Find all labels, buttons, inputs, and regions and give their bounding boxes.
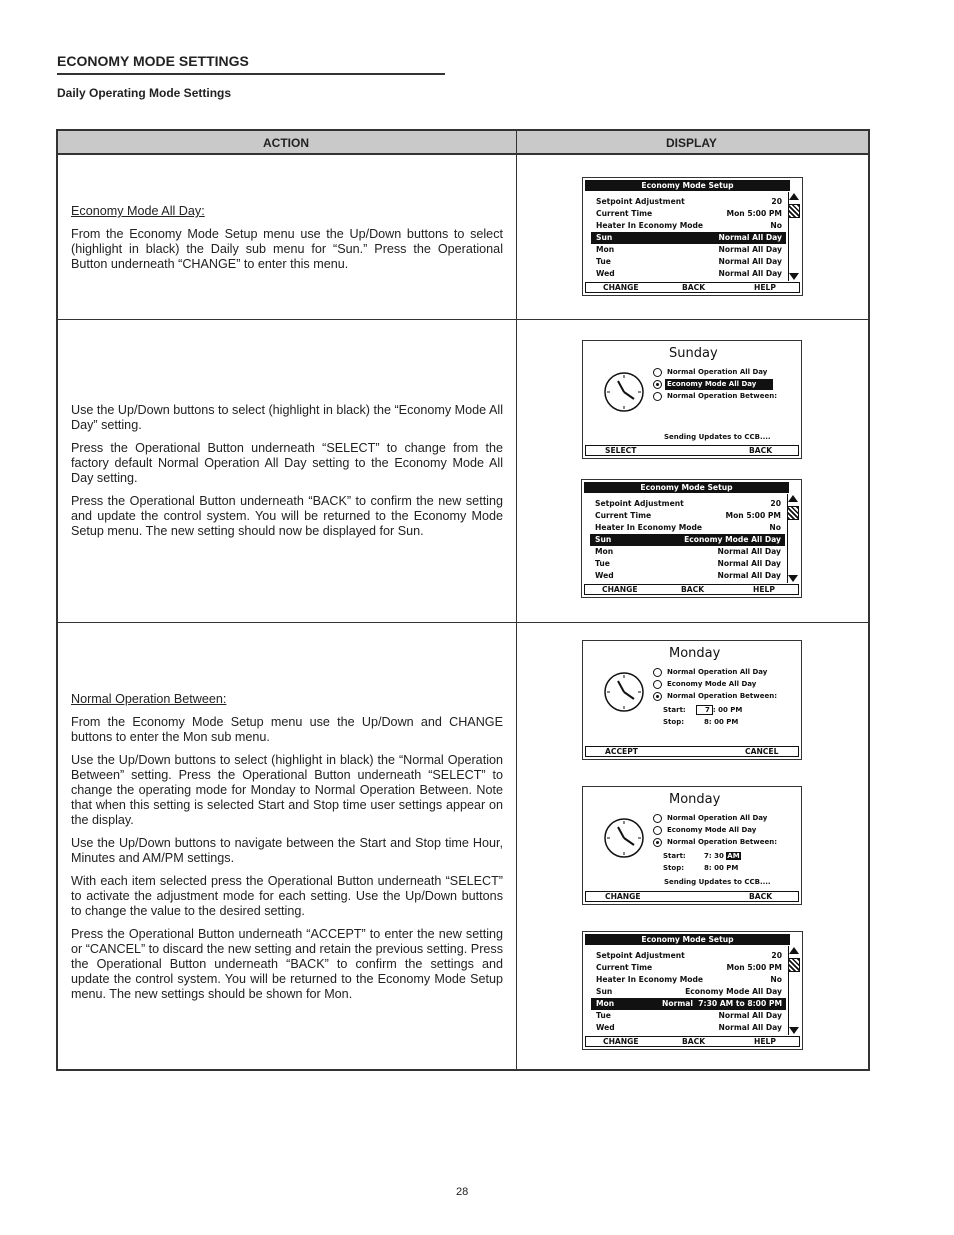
start-hour-field[interactable]: 7 xyxy=(696,705,713,715)
lcd-row-label: Mon xyxy=(596,245,615,254)
softkey-back[interactable]: BACK xyxy=(749,446,773,455)
option-label: Normal Operation All Day xyxy=(667,814,768,822)
lcd-row-label: Setpoint Adjustment xyxy=(596,951,685,960)
softkey-help[interactable]: HELP xyxy=(754,283,776,292)
lcd-status: Sending Updates to CCB.... xyxy=(664,878,771,886)
lcd-day-title: Monday xyxy=(669,792,721,807)
softkey-back[interactable]: BACK xyxy=(682,1037,706,1046)
lcd-row-value: Normal All Day xyxy=(718,257,782,266)
lcd-row[interactable] xyxy=(591,950,786,962)
lcd-row-label: Setpoint Adjustment xyxy=(596,197,685,206)
lcd-row-value: 20 xyxy=(770,499,781,508)
scroll-down-arrow-icon[interactable] xyxy=(789,273,799,280)
lcd-row-label: Current Time xyxy=(596,963,653,972)
lcd-row-value: 20 xyxy=(771,951,782,960)
softkey-change[interactable]: CHANGE xyxy=(603,1037,639,1046)
radio-icon xyxy=(653,814,662,823)
softkey-accept[interactable]: ACCEPT xyxy=(605,747,638,756)
row1-action-text xyxy=(71,204,503,280)
lcd-row[interactable] xyxy=(591,208,786,220)
option-label: Normal Operation All Day xyxy=(667,668,768,676)
lcd-economy-setup-2 xyxy=(581,479,802,598)
lcd-row-value: Normal 7:30 AM to 8:00 PM xyxy=(662,999,782,1008)
row-divider xyxy=(58,622,868,623)
row1-title: Economy Mode All Day: xyxy=(71,204,205,218)
col-action-header: ACTION xyxy=(263,136,309,150)
softkey-back[interactable]: BACK xyxy=(749,892,773,901)
row2-paragraph-3: Press the Operational Button underneath “BACK” to confirm the new setting and update the control system. You will be returned to the Economy Mode Setup menu. The new setting should now be displayed for Sun. xyxy=(71,494,503,538)
row3-title: Normal Operation Between: xyxy=(71,692,227,706)
softkey-help[interactable]: HELP xyxy=(753,585,775,594)
start-time-rest: : 00 PM xyxy=(712,706,743,714)
lcd-status: Sending Updates to CCB.... xyxy=(664,433,771,441)
lcd-scrollbar[interactable] xyxy=(787,494,799,583)
lcd-row[interactable] xyxy=(591,1022,786,1034)
radio-selected-icon xyxy=(653,838,662,847)
clock-icon xyxy=(603,817,645,859)
option-label: Normal Operation Between: xyxy=(667,838,778,846)
radio-icon xyxy=(653,668,662,677)
lcd-row-value: No xyxy=(769,523,781,532)
radio-icon xyxy=(653,392,662,401)
lcd-row[interactable] xyxy=(590,498,785,510)
lcd-soft-keys xyxy=(585,891,799,902)
lcd-row-label: Current Time xyxy=(596,209,653,218)
lcd-soft-keys xyxy=(585,282,800,293)
lcd-row-value: Normal All Day xyxy=(718,245,782,254)
lcd-row-label: Heater In Economy Mode xyxy=(596,975,704,984)
scroll-thumb[interactable] xyxy=(788,204,800,218)
row3-paragraph-2: Use the Up/Down buttons to select (highlight in black) the “Normal Operation Between” setting. Press the Operational Button underneath “SELECT” to change the operating mode for Monday to Normal Operation Between. Note that when this setting is selected Start and Stop time user settings appear on the display. xyxy=(71,753,503,827)
lcd-row-label: Sun xyxy=(595,535,612,544)
lcd-row[interactable] xyxy=(591,962,786,974)
scroll-up-arrow-icon[interactable] xyxy=(789,947,799,954)
radio-icon xyxy=(653,680,662,689)
option-label: Economy Mode All Day xyxy=(665,379,773,390)
softkey-change[interactable]: CHANGE xyxy=(602,585,638,594)
lcd-row[interactable] xyxy=(590,570,785,582)
lcd-row[interactable] xyxy=(591,244,786,256)
scroll-thumb[interactable] xyxy=(787,506,799,520)
lcd-row-value: Economy Mode All Day xyxy=(684,535,781,544)
lcd-row[interactable] xyxy=(591,268,786,280)
lcd-row-label: Current Time xyxy=(595,511,652,520)
lcd-row-selected[interactable] xyxy=(591,998,786,1010)
lcd-row-value: No xyxy=(770,975,782,984)
lcd-row-value: Mon 5:00 PM xyxy=(726,963,782,972)
lcd-row[interactable] xyxy=(591,256,786,268)
lcd-row[interactable] xyxy=(590,546,785,558)
row3-paragraph-5: Press the Operational Button underneath “ACCEPT” to enter the new setting or “CANCEL” to discard the new setting and retain the previous setting. Press the Operational Button underneath “BACK” to confirm the settings and update the control system. You will be returned to the Economy Mode Setup menu. The new settings should be shown for Mon. xyxy=(71,927,503,1001)
option-label: Normal Operation Between: xyxy=(667,692,778,700)
row3-paragraph-4: With each item selected press the Operational Button underneath “SELECT” to activate the adjustment mode for each setting. Use the Up/Down buttons to change the value to the desired setting. xyxy=(71,874,503,918)
col-display-header: DISPLAY xyxy=(666,136,717,150)
subsection-heading: Daily Operating Mode Settings xyxy=(57,86,232,100)
lcd-row-label: Wed xyxy=(595,571,614,580)
lcd-row-value: 20 xyxy=(771,197,782,206)
lcd-title: Economy Mode Setup xyxy=(584,482,789,493)
start-label: Start: xyxy=(663,706,686,714)
lcd-row-label: Sun xyxy=(596,987,613,996)
softkey-cancel[interactable]: CANCEL xyxy=(745,747,779,756)
lcd-row[interactable] xyxy=(591,974,786,986)
lcd-row[interactable] xyxy=(590,558,785,570)
softkey-back[interactable]: BACK xyxy=(681,585,705,594)
lcd-soft-keys xyxy=(584,584,799,595)
lcd-sunday xyxy=(582,340,802,459)
lcd-row-label: Mon xyxy=(595,547,614,556)
lcd-row[interactable] xyxy=(590,522,785,534)
radio-icon xyxy=(653,368,662,377)
stop-label: Stop: xyxy=(663,864,685,872)
heading-rule xyxy=(57,73,445,75)
lcd-soft-keys xyxy=(585,746,799,757)
softkey-change[interactable]: CHANGE xyxy=(605,892,641,901)
lcd-row-label: Setpoint Adjustment xyxy=(595,499,684,508)
lcd-title: Economy Mode Setup xyxy=(585,180,790,191)
scroll-up-arrow-icon[interactable] xyxy=(789,193,799,200)
lcd-row[interactable] xyxy=(591,196,786,208)
row-divider xyxy=(58,319,868,320)
scroll-down-arrow-icon[interactable] xyxy=(788,575,798,582)
table-header xyxy=(58,131,868,155)
lcd-title: Economy Mode Setup xyxy=(585,934,790,945)
column-divider xyxy=(516,131,517,1069)
row2-paragraph-2: Press the Operational Button underneath “SELECT” to change from the factory default Normal Operation All Day setting to the Economy Mode All Day setting. xyxy=(71,441,503,485)
row2-paragraph-1: Use the Up/Down buttons to select (highlight in black) the “Economy Mode All Day” setting. xyxy=(71,403,503,432)
row3-paragraph-3: Use the Up/Down buttons to navigate between the Start and Stop time Hour, Minutes and AM/PM settings. xyxy=(71,836,503,865)
scroll-thumb[interactable] xyxy=(788,958,800,972)
page-number: 28 xyxy=(456,1186,469,1198)
lcd-row-label: Tue xyxy=(596,257,611,266)
lcd-row-value: Mon 5:00 PM xyxy=(725,511,781,520)
radio-selected-icon xyxy=(653,380,662,389)
lcd-monday-updated xyxy=(582,786,802,905)
start-ampm-field[interactable]: AM xyxy=(727,852,740,860)
section-heading: ECONOMY MODE SETTINGS xyxy=(57,53,249,69)
softkey-help[interactable]: HELP xyxy=(754,1037,776,1046)
clock-icon xyxy=(603,671,645,713)
row1-paragraph: From the Economy Mode Setup menu use the Up/Down buttons to select (highlight in black) the Daily sub menu for “Sun.” Press the Operational Button underneath “CHANGE” to enter this menu. xyxy=(71,227,503,271)
lcd-row-label: Wed xyxy=(596,269,615,278)
softkey-back[interactable]: BACK xyxy=(682,283,706,292)
lcd-day-title: Sunday xyxy=(669,346,718,361)
lcd-monday-edit xyxy=(582,640,802,760)
start-time[interactable] xyxy=(696,706,742,714)
lcd-economy-setup-3 xyxy=(582,931,803,1050)
row2-action-text xyxy=(71,403,503,547)
lcd-row[interactable] xyxy=(591,220,786,232)
lcd-row-label: Tue xyxy=(595,559,610,568)
lcd-row-value: Normal All Day xyxy=(718,269,782,278)
lcd-row-label: Heater In Economy Mode xyxy=(596,221,704,230)
start-time[interactable] xyxy=(704,852,741,860)
lcd-row-label: Tue xyxy=(596,1011,611,1020)
start-time-value: 7: 30 xyxy=(704,852,724,860)
lcd-soft-keys xyxy=(585,1036,800,1047)
lcd-row-value: No xyxy=(770,221,782,230)
scroll-down-arrow-icon[interactable] xyxy=(789,1027,799,1034)
lcd-row-value: Mon 5:00 PM xyxy=(726,209,782,218)
lcd-row-label: Heater In Economy Mode xyxy=(595,523,703,532)
lcd-row-selected[interactable] xyxy=(591,232,786,244)
softkey-select[interactable]: SELECT xyxy=(605,446,637,455)
option-label: Normal Operation All Day xyxy=(667,368,768,376)
lcd-row-label: Wed xyxy=(596,1023,615,1032)
row3-paragraph-1: From the Economy Mode Setup menu use the Up/Down and CHANGE buttons to enter the Mon sub menu. xyxy=(71,715,503,744)
lcd-row-value: Normal All Day xyxy=(717,559,781,568)
clock-icon xyxy=(603,371,645,413)
lcd-row-value: Normal All Day xyxy=(718,1023,782,1032)
lcd-day-title: Monday xyxy=(669,646,721,661)
row3-action-text xyxy=(71,692,503,1010)
start-label: Start: xyxy=(663,852,686,860)
lcd-row-selected[interactable] xyxy=(590,534,785,546)
lcd-row-value: Normal All Day xyxy=(717,571,781,580)
lcd-economy-setup-1 xyxy=(582,177,803,296)
radio-icon xyxy=(653,826,662,835)
lcd-row[interactable] xyxy=(591,1010,786,1022)
softkey-change[interactable]: CHANGE xyxy=(603,283,639,292)
stop-label: Stop: xyxy=(663,718,685,726)
radio-selected-icon xyxy=(653,692,662,701)
stop-time[interactable]: 8: 00 PM xyxy=(704,864,739,872)
lcd-row[interactable] xyxy=(590,510,785,522)
option-label: Economy Mode All Day xyxy=(667,680,757,688)
option-label: Normal Operation Between: xyxy=(667,392,778,400)
lcd-scrollbar[interactable] xyxy=(788,946,800,1035)
lcd-row-value: Economy Mode All Day xyxy=(685,987,782,996)
lcd-row-value: Normal All Day xyxy=(718,233,782,242)
lcd-row[interactable] xyxy=(591,986,786,998)
lcd-soft-keys xyxy=(585,445,799,456)
lcd-row-label: Mon xyxy=(596,999,615,1008)
stop-time[interactable]: 8: 00 PM xyxy=(704,718,739,726)
lcd-row-value: Normal All Day xyxy=(718,1011,782,1020)
lcd-scrollbar[interactable] xyxy=(788,192,800,281)
lcd-row-value: Normal All Day xyxy=(717,547,781,556)
option-label: Economy Mode All Day xyxy=(667,826,757,834)
lcd-row-label: Sun xyxy=(596,233,613,242)
scroll-up-arrow-icon[interactable] xyxy=(788,495,798,502)
